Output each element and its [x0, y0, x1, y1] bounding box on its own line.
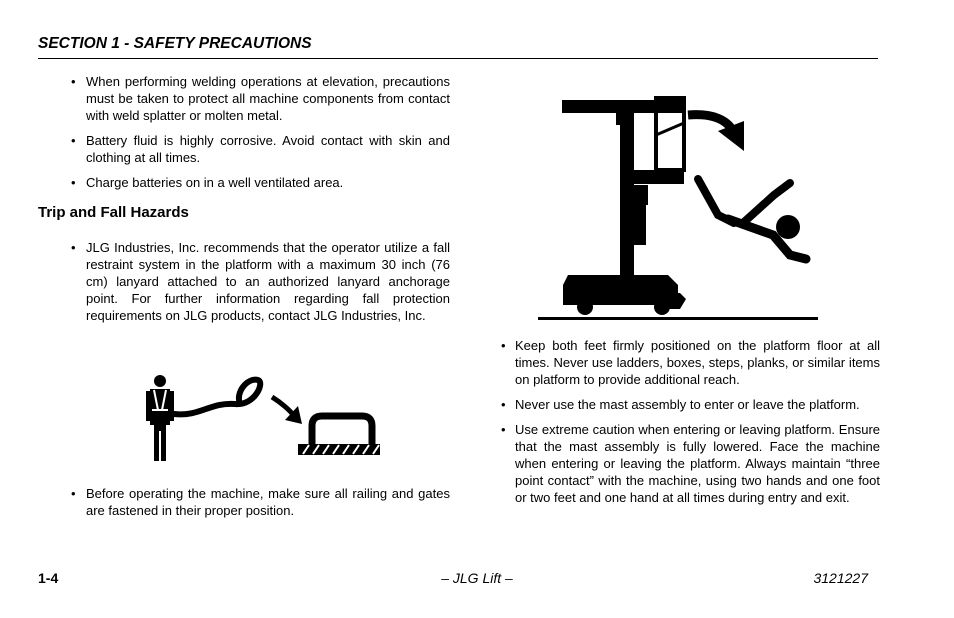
- bullet-railings-gates: • Before operating the machine, make sure all railing and gates are fastened in their proper position.: [38, 485, 450, 519]
- footer-title: – JLG Lift –: [441, 570, 513, 586]
- bullet-list-right: [498, 337, 880, 514]
- harness-lanyard-illustration: [140, 372, 385, 467]
- lanyard-icon: [174, 380, 260, 415]
- section-title: SECTION 1 - SAFETY PRECAUTIONS: [38, 35, 312, 52]
- bullet-extreme-caution: • Use extreme caution when entering or leaving platform. Ensure that the mast assembly is fully lowered. Face the machine when entering or leaving the platform. Always maintain “three point contact” with the machine, using two hands and one foot or two feet and one hand at all times during entry and exit.: [498, 421, 880, 506]
- document-number: 3121227: [813, 570, 868, 586]
- lift-machine-icon: [562, 98, 686, 315]
- bullet-fall-restraint: • JLG Industries, Inc. recommends that the operator utilize a fall restraint system in the platform with a maximum 30 inch (76 cm) lanyard attached to an authorized lanyard anchorage point. For further information regarding fall protection requirements on JLG products, contact JLG Industries, Inc.: [38, 239, 450, 324]
- bullet-welding: • When performing welding operations at elevation, precautions must be taken to protect all machine components from contact with weld splatter or molten metal.: [38, 73, 450, 124]
- arrow-icon: [272, 397, 302, 424]
- page-number: 1-4: [38, 570, 59, 586]
- fall-hazard-illustration: [538, 95, 820, 323]
- falling-person-icon: [698, 179, 806, 259]
- anchorage-point-icon: [298, 416, 380, 455]
- heading-trip-fall: Trip and Fall Hazards: [38, 204, 189, 221]
- person-harness-icon: [146, 375, 174, 461]
- bullet-list-bottom: [38, 485, 450, 527]
- curved-arrow-icon: [688, 115, 744, 151]
- bullet-feet-positioned: • Keep both feet firmly positioned on the platform floor at all times. Never use ladders, boxes, steps, planks, or similar items on platform to provide additional reach.: [498, 337, 880, 388]
- bullet-charge-batteries: • Charge batteries on in a well ventilated area.: [38, 174, 450, 191]
- bullet-list-top: [38, 73, 450, 199]
- bullet-mast-assembly: • Never use the mast assembly to enter or leave the platform.: [498, 396, 880, 413]
- bullet-list-middle: [38, 239, 450, 332]
- ground-line: [538, 317, 818, 320]
- bullet-battery-fluid: • Battery fluid is highly corrosive. Avoid contact with skin and clothing at all times.: [38, 132, 450, 166]
- header-rule: [38, 58, 878, 59]
